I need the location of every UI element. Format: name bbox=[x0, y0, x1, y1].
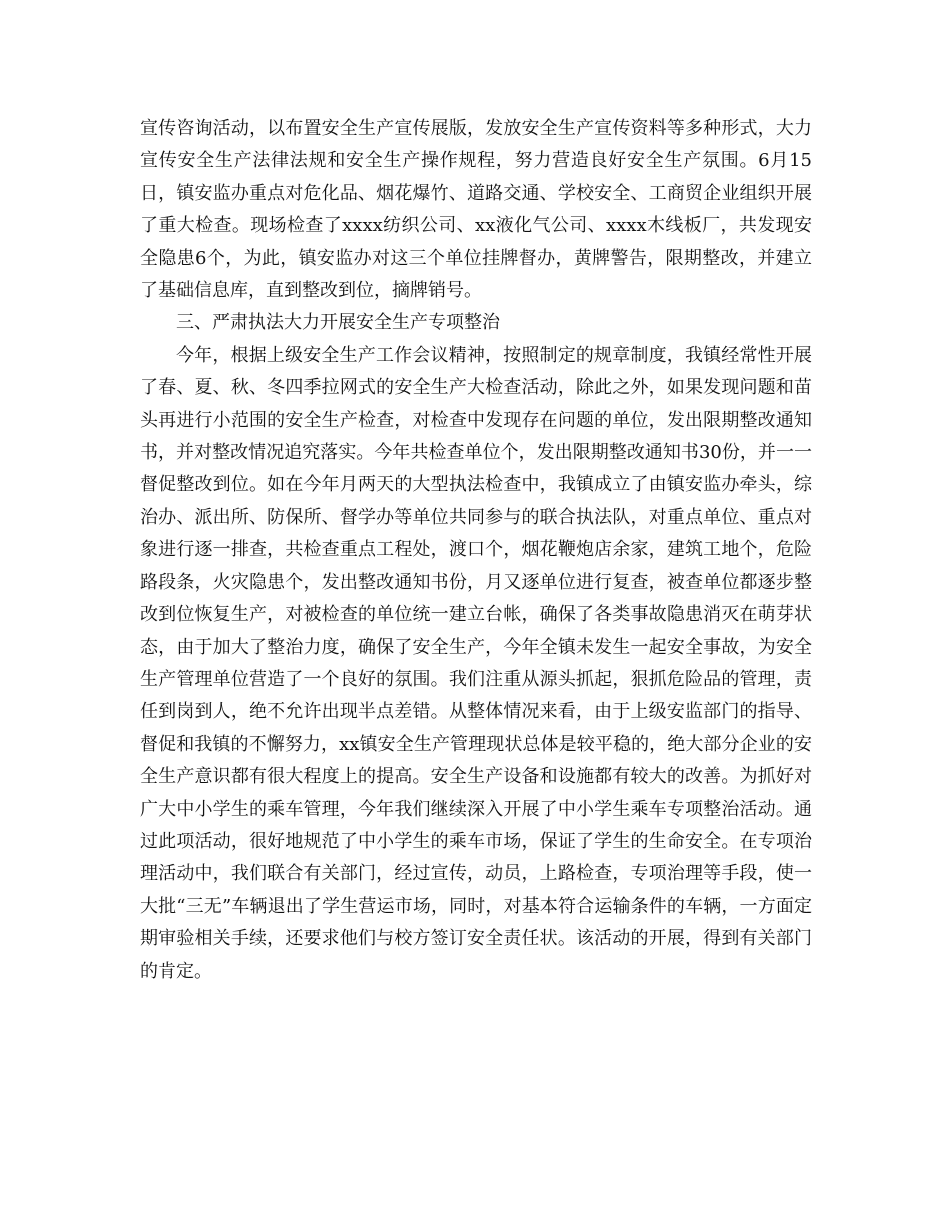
section-heading: 三、严肃执法大力开展安全生产专项整治 bbox=[176, 312, 500, 334]
paragraph-continued: 宣传咨询活动，以布置安全生产宣传展版，发放安全生产宣传资料等多种形式，大力宣传安全生产法律法规和安全生产操作规程，努力营造良好安全生产氛围。6月15日，镇安监办重点对危化品、烟花爆竹、道路交通、学校安全、工商贸企业组织开展了重大检查。现场检查了xxxx纺织公司、xx液化气公司、xxxx木线板厂，共发现安全隐患6个，为此，镇安监办对这三个单位挂牌督办，黄牌警告，限期整改，并建立了基础信息库，直到整改到位，摘牌销号。 bbox=[140, 118, 812, 302]
document-body bbox=[140, 113, 812, 988]
paragraph-body: 今年，根据上级安全生产工作会议精神，按照制定的规章制度，我镇经常性开展了春、夏、秋、冬四季拉网式的安全生产大检查活动，除此之外，如果发现问题和苗头再进行小范围的安全生产检查，对检查中发现存在问题的单位，发出限期整改通知书，并对整改情况追究落实。今年共检查单位个，发出限期整改通知书30份，并一一督促整改到位。如在今年月两天的大型执法检查中，我镇成立了由镇安监办牵头，综治办、派出所、防保所、督学办等单位共同参与的联合执法队，对重点单位、重点对象进行逐一排查，共检查重点工程处，渡口个，烟花鞭炮店余家，建筑工地个，危险路段条，火灾隐患个，发出整改通知书份，月又逐单位进行复查，被查单位都逐步整改到位恢复生产，对被检查的单位统一建立台帐，确保了各类事故隐患消灭在萌芽状态，由于加大了整治力度，确保了安全生产，今年全镇未发生一起安全事故，为安全生产管理单位营造了一个良好的氛围。我们注重从源头抓起，狠抓危险品的管理，责任到岗到人，绝不允许出现半点差错。从整体情况来看，由于上级安监部门的指导、督促和我镇的不懈努力，xx镇安全生产管理现状总体是较平稳的，绝大部分企业的安全生产意识都有很大程度上的提高。安全生产设备和设施都有较大的改善。为抓好对广大中小学生的乘车管理，今年我们继续深入开展了中小学生乘车专项整治活动。通过此项活动，很好地规范了中小学生的乘车市场，保证了学生的生命安全。在专项治理活动中，我们联合有关部门，经过宣传，动员，上路检查，专项治理等手段，使一大批“三无”车辆退出了学生营运市场，同时，对基本符合运输条件的车辆，一方面定期审验相关手续，还要求他们与校方签订安全责任状。该活动的开展，得到有关部门的肯定。 bbox=[140, 344, 812, 982]
